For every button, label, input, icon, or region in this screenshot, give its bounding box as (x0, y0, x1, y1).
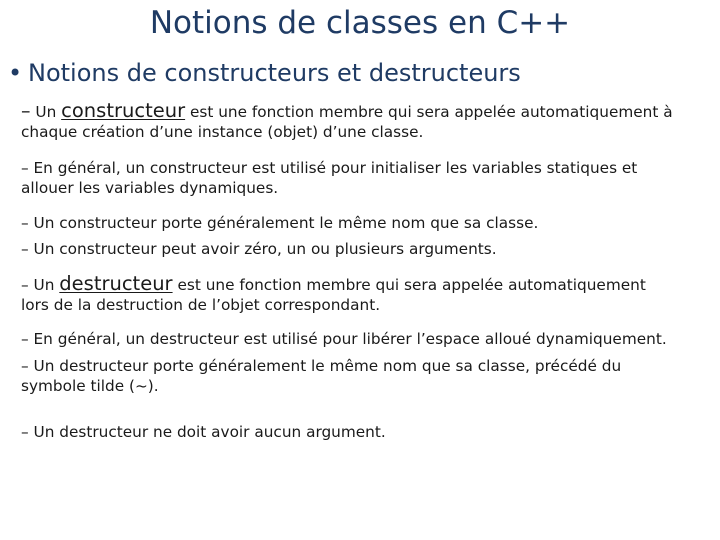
constructeur-definition-rest: est une fonction membre qui sera appelée automatiquement à (189, 103, 673, 121)
constructeur-keyword: constructeur (61, 99, 186, 122)
constructeur-prefix: Un (35, 103, 57, 121)
constructeur-usage-line2: allouer les variables dynamiques. (21, 178, 279, 197)
dash-icon: – (21, 100, 31, 122)
constructeur-definition (21, 101, 720, 142)
slide-title: Notions de classes en C++ (149, 5, 571, 41)
destructeur-name-rule-line1: – Un destructeur porte généralement le même nom que sa classe, précédé du (21, 357, 622, 375)
destructeur-usage: – En général, un destructeur est utilisé pour libérer l’espace alloué dynamiquement. (21, 330, 667, 348)
destructeur-definition-rest: est une fonction membre qui sera appelée automatiquement (177, 276, 646, 294)
destructeur-keyword: destructeur (59, 272, 173, 295)
destructeur-definition-line1 (21, 274, 720, 296)
main-bullet (8, 56, 521, 90)
constructeur-usage-line1: – En général, un constructeur est utilisé pour initialiser les variables statiques et (21, 159, 638, 177)
main-bullet-text: Notions de constructeurs et destructeurs (28, 59, 521, 87)
destructeur-name-rule-line2: symbole tilde (~). (21, 376, 159, 395)
destructeur-definition-line2: lors de la destruction de l’objet correspondant. (21, 295, 381, 314)
constructeur-name-rule: – Un constructeur porte généralement le même nom que sa classe. (21, 214, 539, 232)
destructeur-name-rule (21, 357, 720, 396)
bullet-dot-icon: • (8, 59, 23, 87)
destructeur-args-rule: – Un destructeur ne doit avoir aucun argument. (21, 423, 386, 441)
constructeur-definition-line2: chaque création d’une instance (objet) d’une classe. (21, 122, 424, 141)
constructeur-usage (21, 159, 720, 198)
destructeur-prefix: – Un (21, 276, 55, 294)
destructeur-definition (21, 274, 720, 315)
constructeur-definition-line1 (21, 101, 720, 123)
constructeur-args-rule: – Un constructeur peut avoir zéro, un ou plusieurs arguments. (21, 240, 497, 258)
